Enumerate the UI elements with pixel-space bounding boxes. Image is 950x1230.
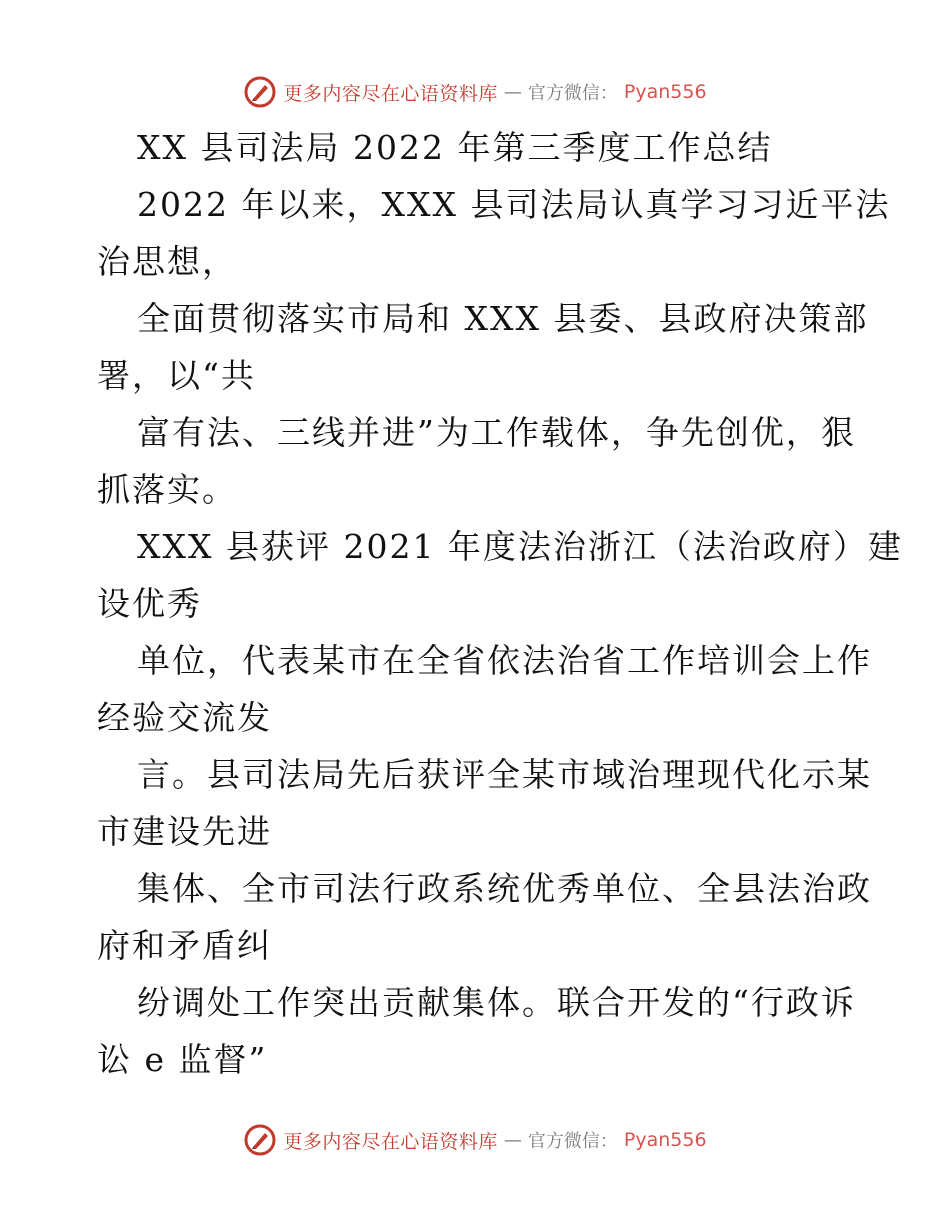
text-line: 讼 e 监督”: [97, 1040, 268, 1079]
watermark-contact: 官方微信：: [527, 1131, 618, 1152]
text-line: 单位，代表某市在全省依法治省工作培训会上作: [137, 641, 872, 680]
text-line: 纷调处工作突出贡献集体。联合开发的“行政诉: [137, 983, 856, 1022]
text-line: 抓落实。: [97, 470, 237, 509]
watermark-brand: 更多内容尽在心语资料库: [283, 1130, 498, 1153]
text-line: 设优秀: [97, 584, 202, 623]
text-line: 经验交流发: [97, 698, 272, 737]
text-line: 富有法、三线并进”为工作载体，争先创优，狠: [137, 413, 856, 452]
watermark-contact-id: Pyan556: [623, 1129, 707, 1151]
text-line: 全面贯彻落实市局和 XXX 县委、县政府决策部: [137, 299, 869, 338]
watermark-footer: [0, 1118, 950, 1162]
watermark-dash: —: [503, 1129, 522, 1151]
document-title: XX 县司法局 2022 年第三季度工作总结: [137, 128, 773, 167]
watermark-header: [0, 70, 950, 114]
pen-logo-icon: [243, 1123, 277, 1157]
text-line: 署，以“共: [97, 356, 256, 395]
watermark-contact: 官方微信：: [527, 83, 618, 104]
watermark-contact-id: Pyan556: [623, 81, 707, 103]
text-line: 市建设先进: [97, 812, 272, 851]
watermark-dash: —: [503, 81, 522, 103]
text-line: 2022 年以来，XXX 县司法局认真学习习近平法: [137, 185, 891, 224]
text-line: 言。县司法局先后获评全某市域治理现代化示某: [137, 755, 872, 794]
watermark-brand: 更多内容尽在心语资料库: [283, 82, 498, 105]
document-body: [97, 119, 903, 1088]
text-line: 治思想，: [97, 242, 237, 281]
text-line: 集体、全市司法行政系统优秀单位、全县法治政: [137, 869, 872, 908]
text-line: XXX 县获评 2021 年度法治浙江（法治政府）建: [137, 527, 903, 566]
pen-logo-icon: [243, 75, 277, 109]
text-line: 府和矛盾纠: [97, 926, 272, 965]
